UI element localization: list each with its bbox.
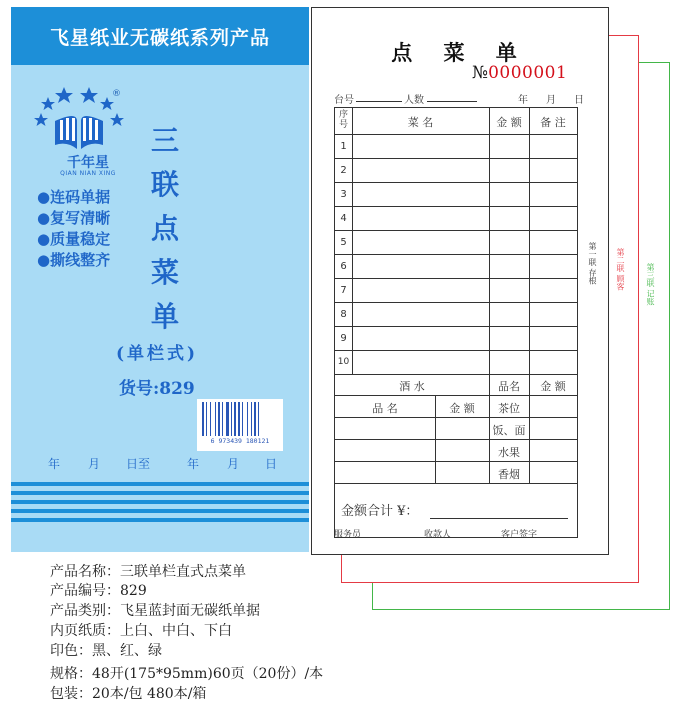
copy-label: 第三联 记账: [646, 263, 655, 306]
barcode-number: 6 973439 180121: [210, 437, 270, 445]
barcode-bar: [210, 402, 211, 436]
year-label: 年: [518, 95, 528, 106]
date-part: 年: [187, 457, 200, 471]
col-amount-header: 金 额: [496, 116, 522, 129]
row-number: 8: [340, 309, 347, 320]
spec-line: 规格：48开(175*95mm)60页（20份）/本: [50, 666, 324, 682]
barcode-bar: [234, 402, 236, 436]
title-char: 单: [150, 300, 179, 333]
col-note-header: 备 注: [540, 116, 566, 129]
barcode-bar: [202, 402, 204, 436]
extra-cigarettes: 香烟: [498, 468, 520, 481]
feature-item: ●连码单据: [37, 188, 111, 206]
people-count-label: 人数: [404, 95, 424, 106]
sub-amount-header: 金 额: [449, 402, 475, 415]
row-number: 2: [340, 165, 347, 176]
row-number: 3: [340, 189, 347, 200]
feature-item: ●撕线整齐: [37, 251, 111, 269]
copy-label: 第二联 顾客: [616, 248, 625, 291]
spec-line: 内页纸质：上白、中白、下白: [50, 623, 232, 639]
barcode-bar: [242, 402, 243, 436]
col-dish-header: 菜 名: [407, 116, 434, 129]
feature-item: ●复写清晰: [37, 209, 111, 227]
drinks-header: 酒 水: [399, 380, 425, 393]
month-label: 月: [546, 95, 556, 106]
barcode-bar: [247, 402, 248, 436]
customer-sign-label: 客户签字: [501, 530, 538, 540]
title-char: 点: [150, 212, 179, 245]
barcode-bar: [215, 402, 216, 436]
row-number: 5: [340, 237, 347, 248]
row-number: 10: [337, 357, 350, 367]
extra-rice-noodles: 饭、面: [492, 424, 526, 437]
copy-label: 第一联 存根: [588, 242, 597, 285]
row-number: 9: [340, 333, 347, 344]
date-part: 日至: [126, 457, 151, 471]
product-title: [145, 119, 185, 339]
barcode-bar: [254, 402, 256, 436]
form-number: [472, 63, 567, 83]
spec-line: 产品类别：飞星蓝封面无碳纸单据: [50, 603, 260, 619]
barcode-bars: [202, 402, 278, 436]
number-prefix: №: [472, 63, 489, 83]
barcode-bar: [218, 402, 220, 436]
feature-list: [37, 187, 110, 271]
date-part: 月: [88, 457, 101, 471]
cover-header: 飞星纸业无碳纸系列产品: [11, 7, 309, 65]
spec-line: 印色：黑、红、绿: [50, 643, 162, 659]
barcode-bar: [238, 402, 240, 436]
order-form: [311, 7, 609, 555]
date-part: 年: [48, 457, 61, 471]
title-char: 联: [150, 168, 179, 201]
col-seq-header: 序号: [338, 110, 348, 130]
extra-fruit: 水果: [498, 446, 520, 459]
spec-line: 包装：20本/包 480本/箱: [50, 686, 207, 702]
product-subtype: (单栏式): [116, 344, 199, 364]
serial-number: 0000001: [488, 63, 568, 83]
total-label: 金额合计 ¥：: [341, 504, 419, 519]
extra-tea-fee: 茶位: [498, 402, 520, 415]
row-number: 6: [340, 261, 347, 272]
day-label: 日: [574, 95, 584, 106]
row-number: 4: [340, 213, 347, 224]
title-char: 菜: [150, 256, 179, 289]
barcode-bar: [226, 402, 229, 436]
date-part: 日: [265, 457, 278, 471]
brand-name-pinyin: QIAN NIAN XING: [60, 170, 116, 177]
item-amount-header: 金 额: [540, 380, 566, 393]
title-char: 三: [150, 124, 179, 157]
barcode-bar: [222, 402, 223, 436]
date-part: 月: [227, 457, 240, 471]
sub-item-name-header: 品 名: [372, 402, 398, 415]
row-number: 1: [340, 141, 347, 152]
brand-name: 千年星: [67, 155, 109, 171]
form-title: 点 菜 单: [391, 40, 529, 65]
barcode-bar: [251, 402, 252, 436]
spec-line: 产品名称：三联单栏直式点菜单: [50, 564, 246, 580]
registered-mark: ®: [112, 89, 121, 99]
barcode: [197, 399, 283, 451]
product-cover: [11, 7, 309, 552]
row-number: 7: [340, 285, 347, 296]
item-name-header: 品名: [498, 380, 520, 393]
waiter-label: 服务员: [334, 530, 362, 540]
order-table: [334, 107, 578, 538]
barcode-bar: [206, 402, 207, 436]
cashier-label: 收款人: [424, 530, 452, 540]
spec-line: 产品编号：829: [50, 583, 147, 599]
barcode-bar: [258, 402, 259, 436]
product-sku: 货号:829: [119, 379, 195, 399]
feature-item: ●质量稳定: [37, 230, 111, 248]
form-header-fields: [334, 91, 590, 105]
barcode-bar: [231, 402, 232, 436]
table-number-label: 台号: [334, 95, 354, 106]
